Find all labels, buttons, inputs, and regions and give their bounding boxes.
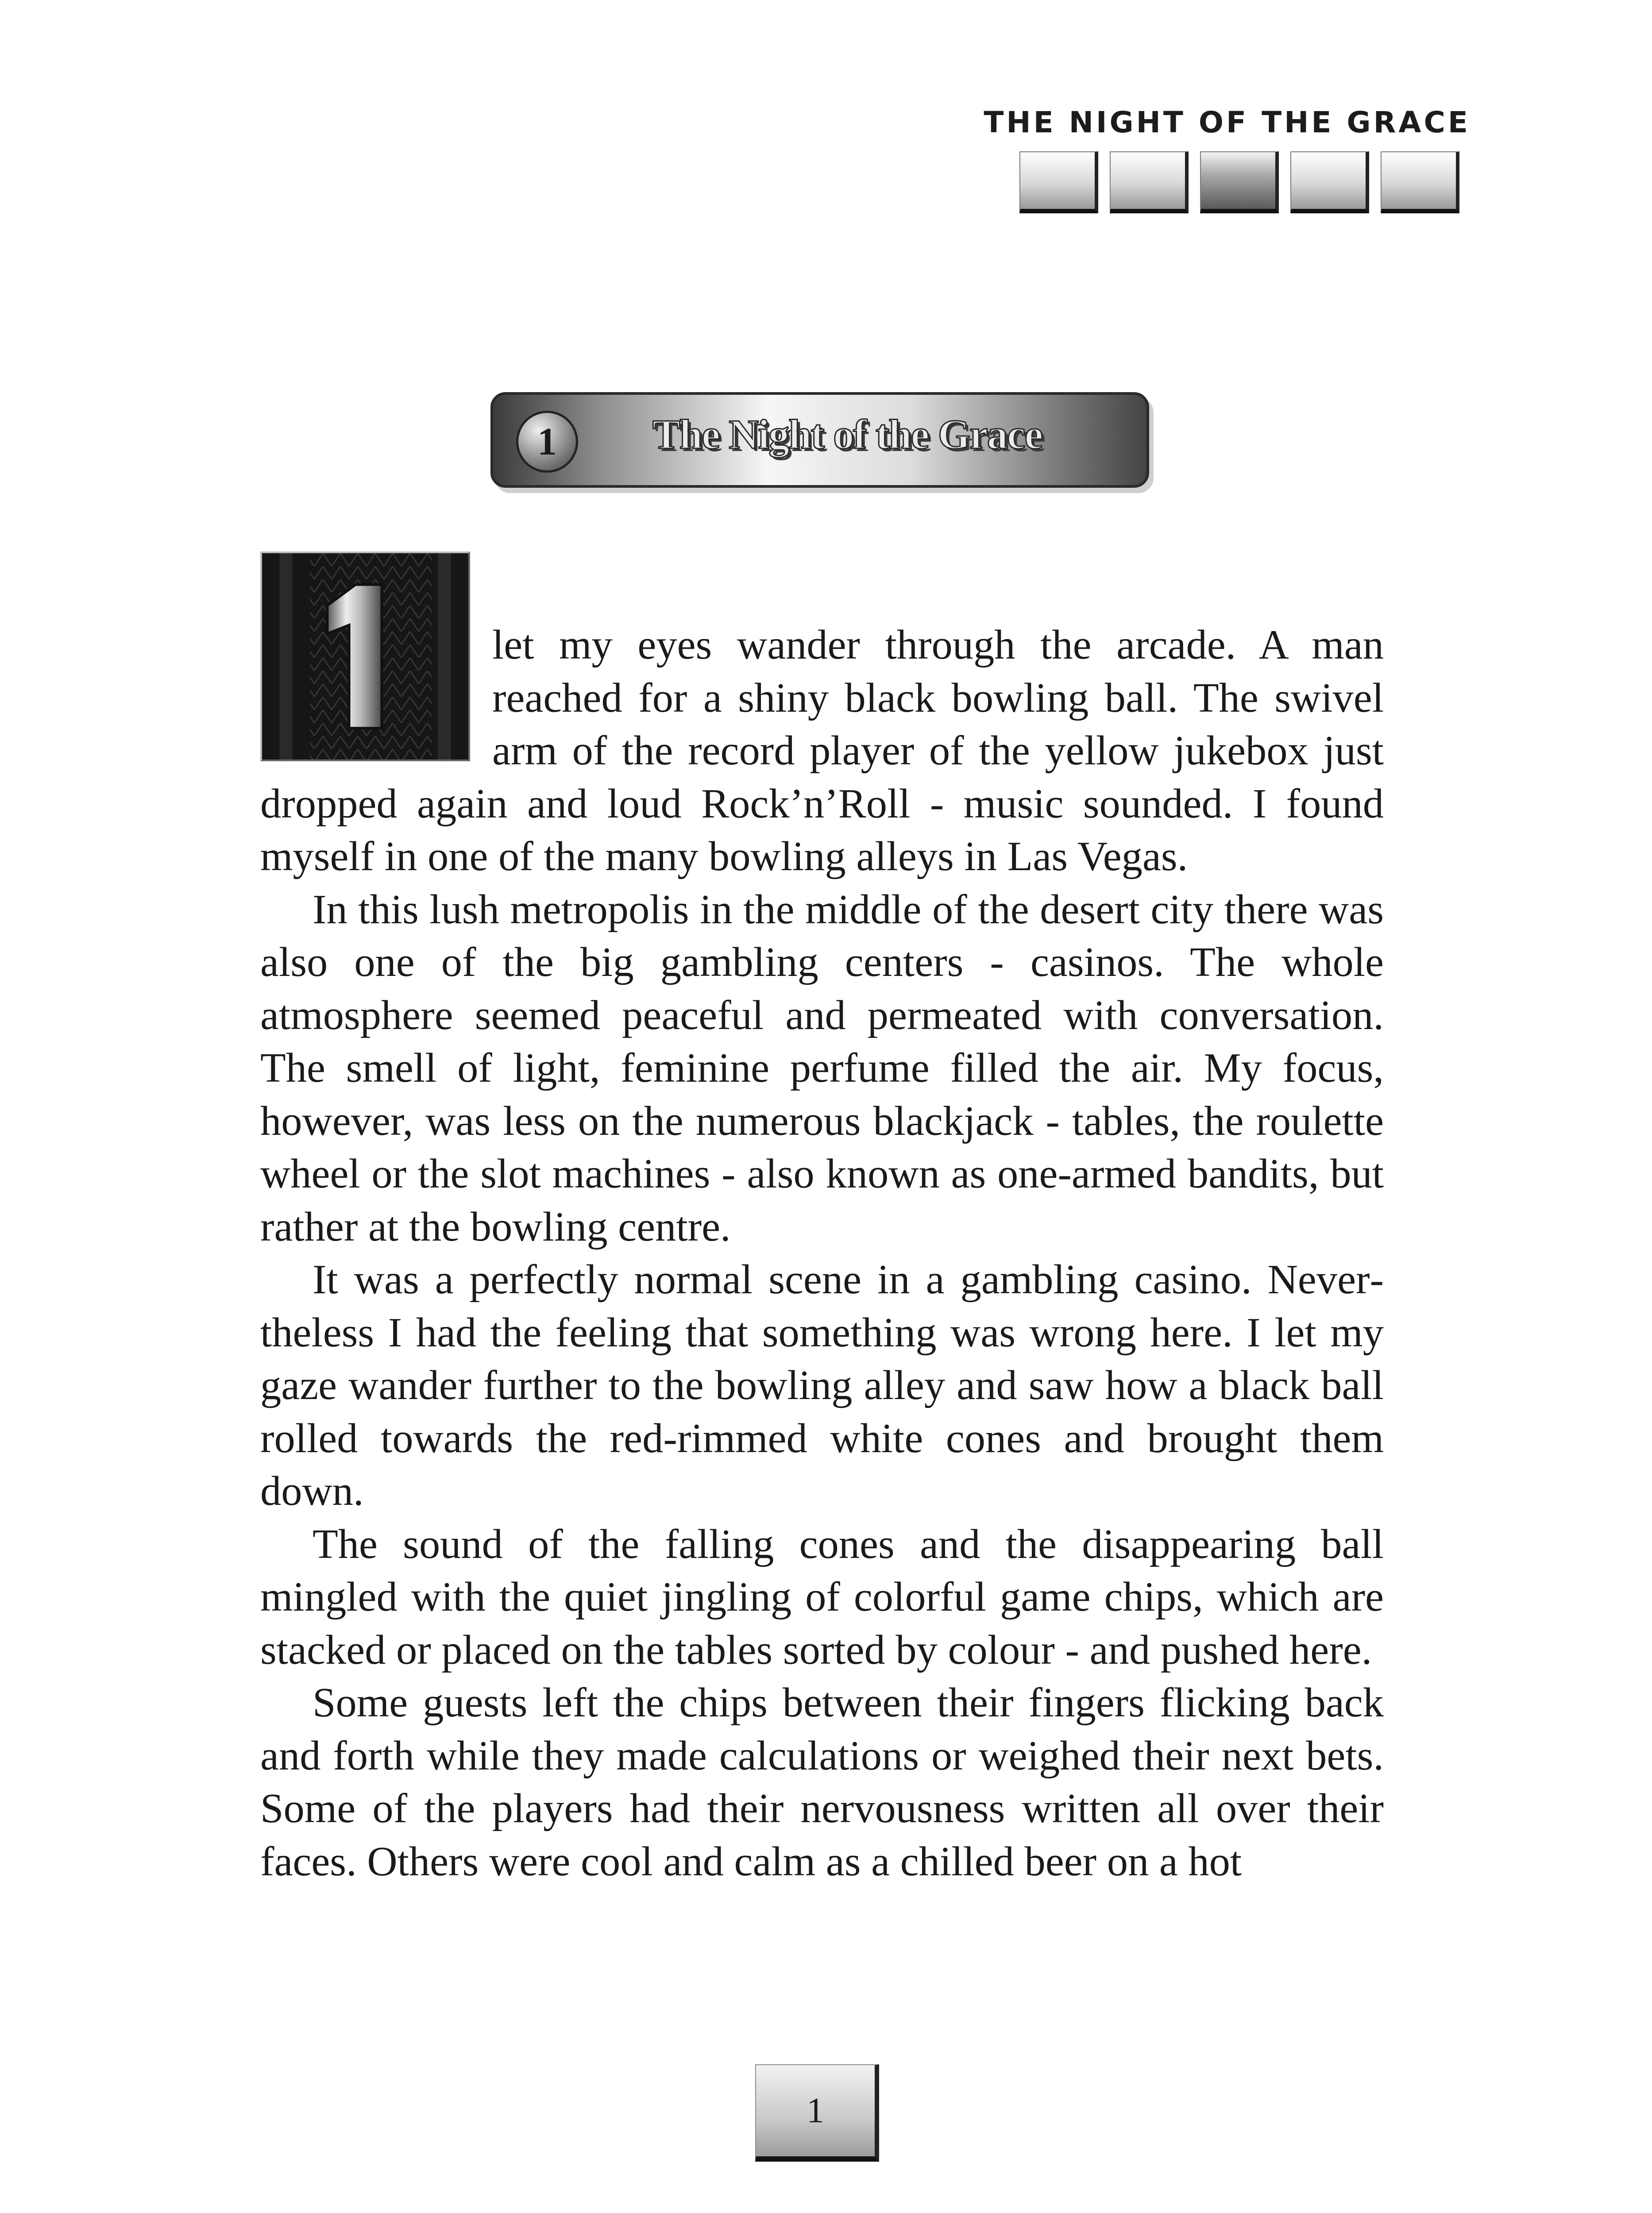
- header-tab: [1110, 151, 1189, 213]
- story-paragraph-1: [260, 619, 1384, 883]
- story-paragraph-3: It was a perfectly normal scene in a gambling casino. Nevertheless I had the feeling that something was wrong here. I let my gaze wander further to the bowling alley and saw how a black ball rolled towards the red-rimmed white cones and brought them down.: [260, 1257, 1384, 1514]
- running-title: THE NIGHT OF THE GRACE: [984, 105, 1471, 139]
- story-paragraph-2: In this lush metropolis in the middle of the desert city there was also one of the big gambling centers - casinos. The whole atmosphere seemed peaceful and permeated with conversation. The smell of light, feminine perfume filled the air. My focus, however, was less on the numerous blackjack - tables, the roulette wheel or the slot machines - also known as one-armed bandits, but rather at the bowling centre.: [260, 886, 1384, 1250]
- drop-cap-initial: [260, 551, 470, 761]
- story-paragraph-5: Some guests left the chips between their fingers flicking back and forth while they made calculations or weighed their next bets. Some of the players had their nervousness written all over their faces. Others were cool and calm as a chilled beer on a hot: [260, 1680, 1384, 1885]
- drop-cap-letter-graphic: [262, 553, 468, 760]
- chapter-banner: [490, 392, 1149, 488]
- header-tab-active: [1200, 151, 1279, 213]
- header-tab-strip: [1019, 151, 1459, 213]
- chapter-number-badge: 1: [516, 411, 578, 473]
- chapter-title: The Night of the Grace: [652, 412, 1042, 458]
- header-tab: [1290, 151, 1369, 213]
- paragraph-text: let my eyes wander through the arcade. A man reached for a shiny black bowling ball. The swivel arm of the record player of the yellow jukebox just dropped again and loud Rock’n’Roll - music sounded. I found myself in one of the many bowling alleys in Las Vegas.: [260, 622, 1384, 879]
- story-body: [260, 619, 1384, 1888]
- story-paragraph-4: The sound of the falling cones and the disappearing ball mingled with the quiet jingling of colorful game chips, which are stacked or placed on the tables sorted by colour - and pushed here.: [260, 1521, 1384, 1673]
- page-number: 1: [755, 2064, 879, 2162]
- header-tab: [1381, 151, 1459, 213]
- header-tab: [1019, 151, 1098, 213]
